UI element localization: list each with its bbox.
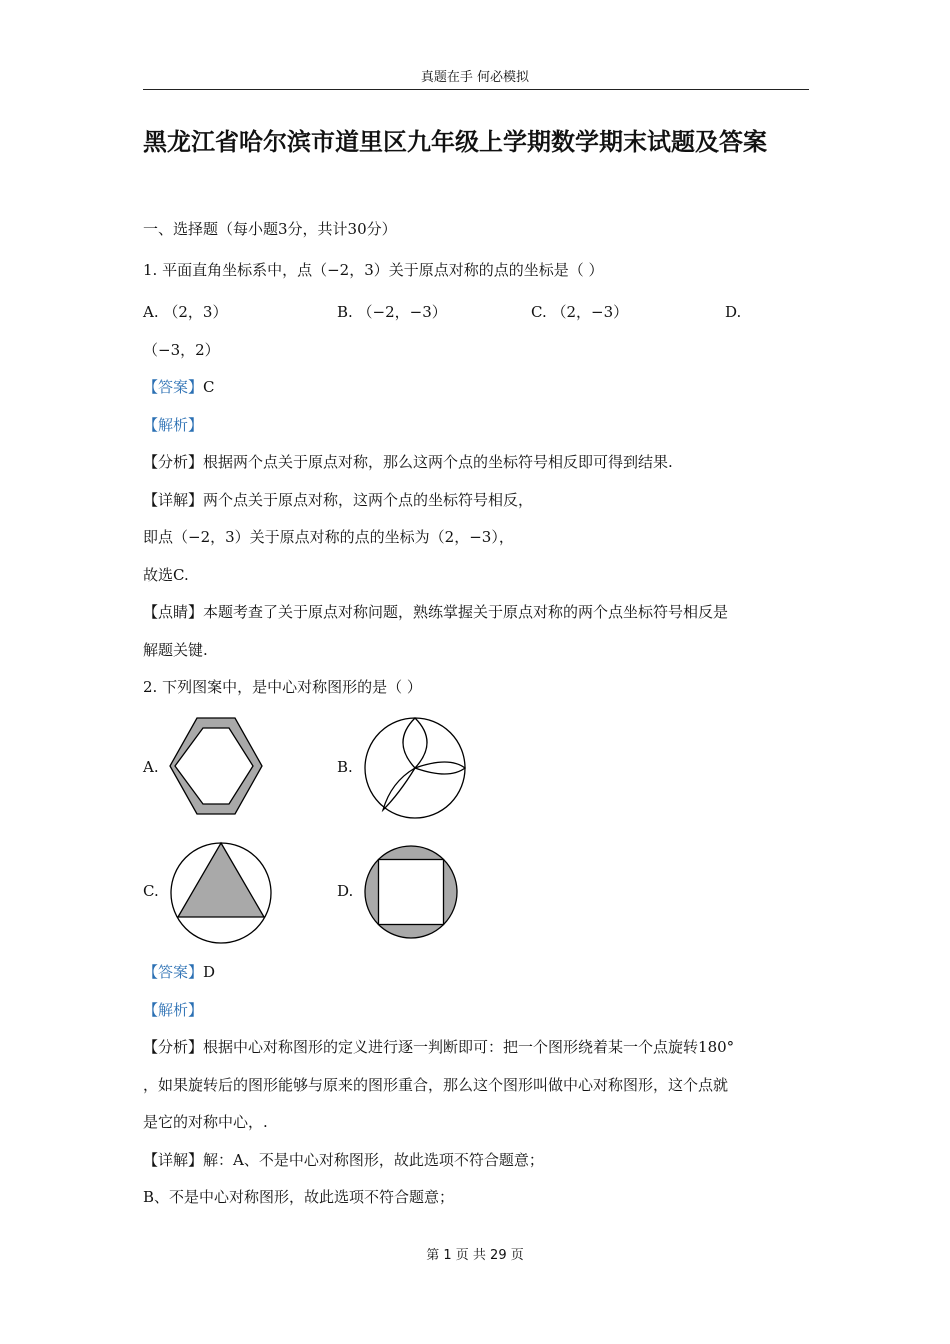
q1-solution-line-2: 即点（−2，3）关于原点对称的点的坐标为（2，−3）， xyxy=(143,528,514,546)
q2-fenxi-text-3: 是它的对称中心，. xyxy=(143,1113,268,1131)
q1-option-c: C. （2，−3） xyxy=(531,303,629,321)
figure-b-three-arcs-circle xyxy=(363,716,467,820)
q2-xiangjie-text-1: 解：A、不是中心对称图形，故此选项不符合题意； xyxy=(203,1151,544,1169)
q2-xiangjie-text-2: B、不是中心对称图形，故此选项不符合题意； xyxy=(143,1188,455,1206)
q2-xiangjie-line xyxy=(143,1149,544,1171)
q2-answer-line xyxy=(143,961,215,983)
xiangjie-tag: 【详解】 xyxy=(143,491,204,509)
q1-fenxi-line xyxy=(143,451,673,473)
dianjing-tag: 【点睛】 xyxy=(143,603,204,621)
q2-answer: D xyxy=(203,963,216,981)
q1-answer-line xyxy=(143,376,215,398)
q1-analysis-tag: 【解析】 xyxy=(143,416,204,434)
q1-option-d: D. xyxy=(725,303,742,321)
section-heading: 一、选择题（每小题3分，共计30分） xyxy=(143,220,397,238)
q1-solution-line-3: 故选C. xyxy=(143,566,189,584)
xiangjie-tag: 【详解】 xyxy=(143,1151,204,1169)
figure-c-triangle-in-circle xyxy=(169,841,273,945)
answer-tag: 【答案】 xyxy=(143,378,204,396)
header-rule xyxy=(143,89,809,90)
q2-fenxi-line xyxy=(143,1036,734,1058)
q1-dianjing-line xyxy=(143,601,728,623)
q1-dianjing-text-2: 解题关键. xyxy=(143,641,208,659)
q2-fenxi-text-1: 根据中心对称图形的定义进行逐一判断即可：把一个图形绕着某一个点旋转180° xyxy=(203,1038,735,1056)
q2-figure-label-c: C. xyxy=(143,882,159,900)
q1-option-b: B. （−2，−3） xyxy=(337,303,447,321)
q1-xiangjie-line xyxy=(143,489,533,511)
figure-d-square-in-circle xyxy=(363,844,459,940)
page-footer: 第 1 页 共 29 页 xyxy=(426,1248,524,1263)
q2-figure-label-d: D. xyxy=(337,882,354,900)
q2-analysis-tag: 【解析】 xyxy=(143,1001,204,1019)
q2-figure-label-b: B. xyxy=(337,758,353,776)
q2-fenxi-text-2: ，如果旋转后的图形能够与原来的图形重合，那么这个图形叫做中心对称图形，这个点就 xyxy=(143,1076,729,1094)
q1-option-a: A. （2，3） xyxy=(143,303,228,321)
q1-fenxi-text: 根据两个点关于原点对称，那么这两个点的坐标符号相反即可得到结果. xyxy=(203,453,673,471)
q2-figure-label-a: A. xyxy=(143,758,159,776)
q2-stem: 2. 下列图案中，是中心对称图形的是（ ） xyxy=(143,678,422,696)
q1-option-d-value: （−3，2） xyxy=(143,341,220,359)
inscribed-square xyxy=(379,860,444,925)
q1-dianjing-text-1: 本题考查了关于原点对称问题，熟练掌握关于原点对称的两个点坐标符号相反是 xyxy=(203,603,729,621)
document-title: 黑龙江省哈尔滨市道里区九年级上学期数学期末试题及答案 xyxy=(143,128,767,156)
fenxi-tag: 【分析】 xyxy=(143,453,204,471)
q1-answer: C xyxy=(203,378,215,396)
q1-xiangjie-text: 两个点关于原点对称，这两个点的坐标符号相反， xyxy=(203,491,534,509)
q1-stem: 1. 平面直角坐标系中，点（−2，3）关于原点对称的点的坐标是（ ） xyxy=(143,261,604,279)
answer-tag: 【答案】 xyxy=(143,963,204,981)
figure-a-hexagon-pattern xyxy=(165,715,267,819)
page-header: 真题在手 何必模拟 xyxy=(420,70,530,85)
fenxi-tag: 【分析】 xyxy=(143,1038,204,1056)
